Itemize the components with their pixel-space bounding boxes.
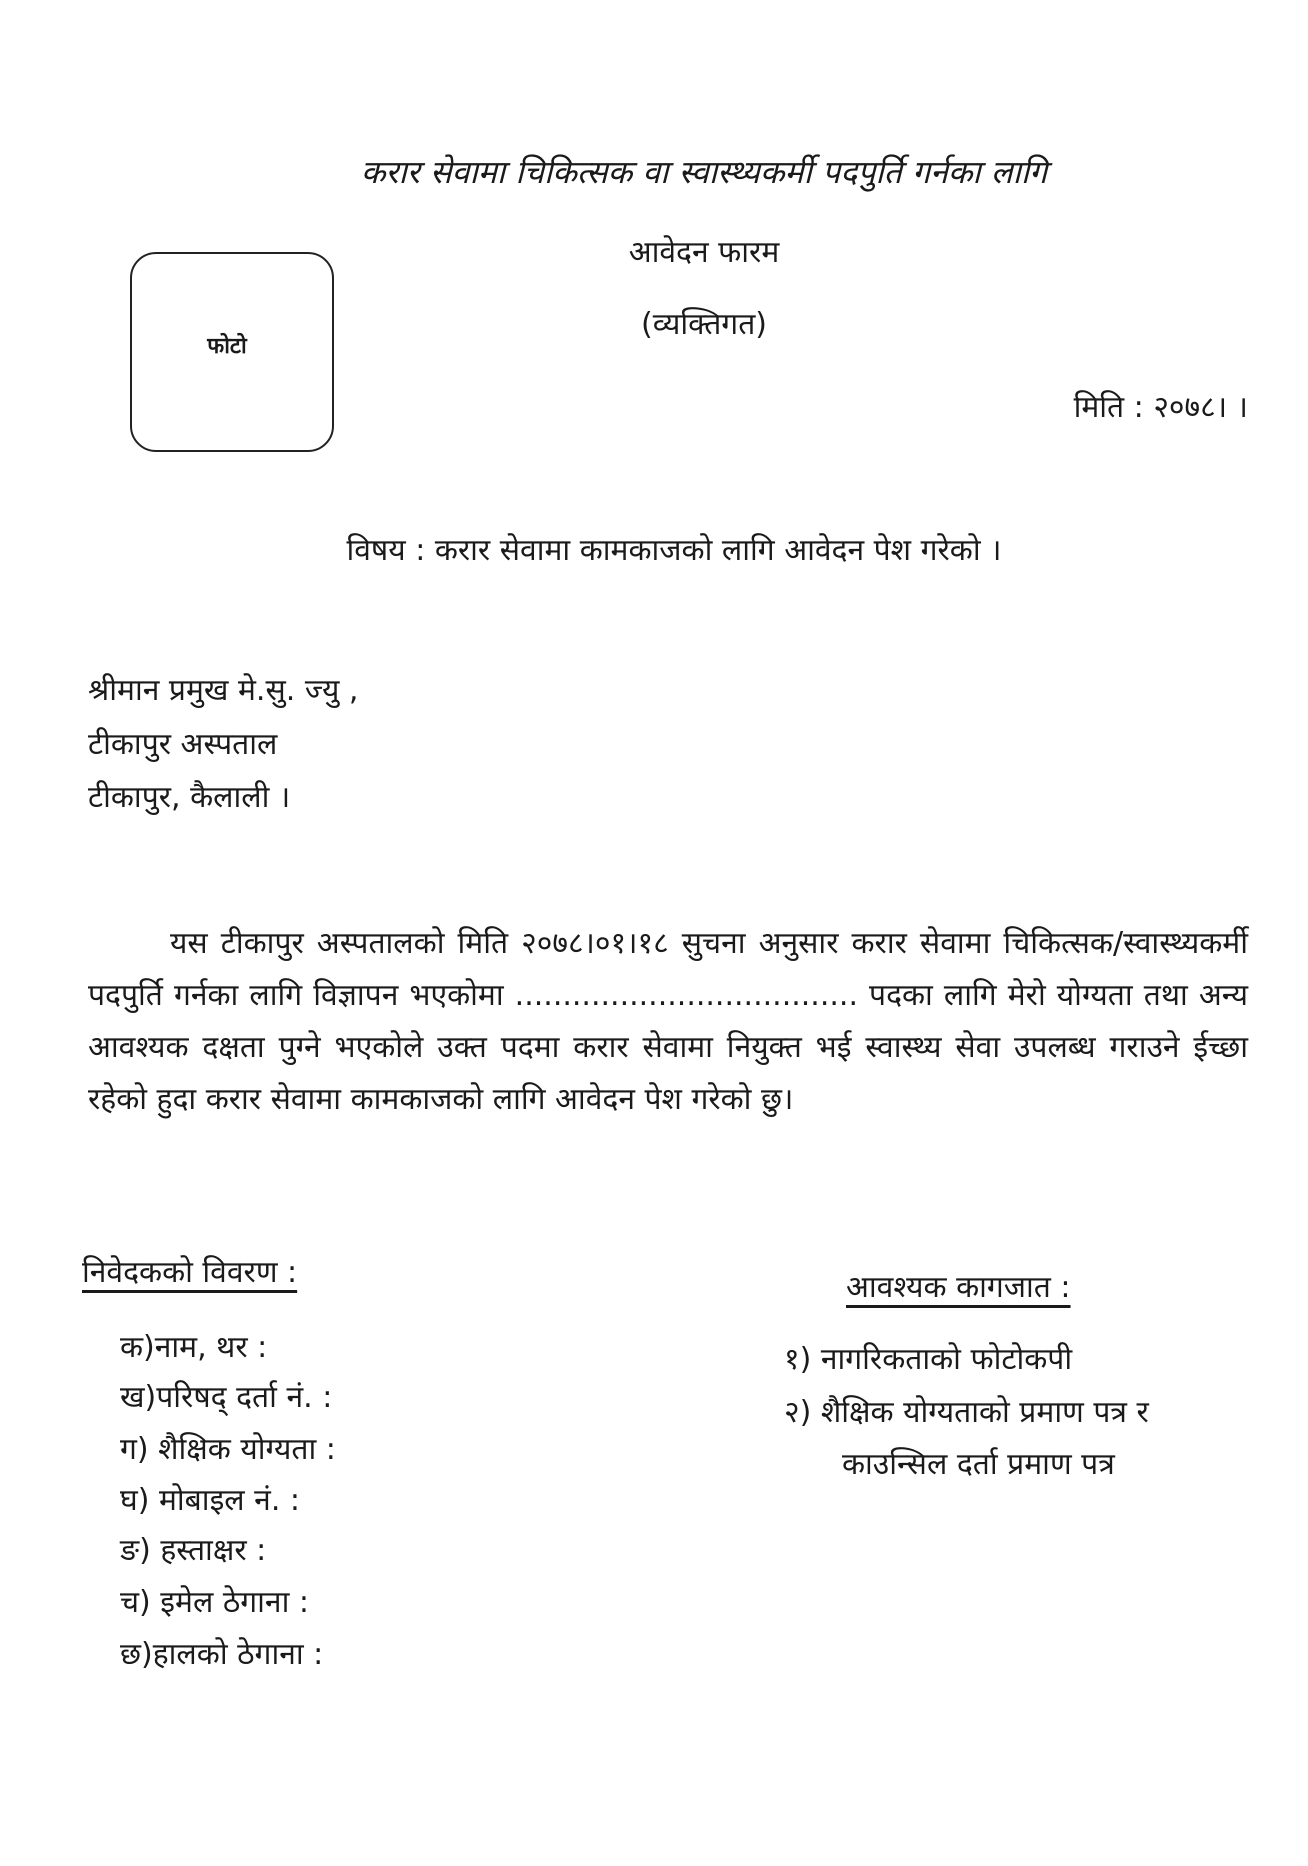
body-paragraph: यस टीकापुर अस्पतालको मिति २०७८।०१।१८ सुचना अनुसार करार सेवामा चिकित्सक/स्वास्थ्यकर्मी पदपुर्ति गर्नका लागि विज्ञापन भएकोमा .................................... पदका लागि मेरो योग्यता तथा अन्य आवश्यक दक्षता पुग्ने भएकोले उक्त पदमा करार सेवामा नियुक्त भई स्वास्थ्य सेवा उपलब्ध गराउने ईच्छा रहेको हुदा करार सेवामा कामकाजको लागि आवेदन पेश गरेको छु। <box>88 926 1248 1117</box>
subject-line: विषय : करार सेवामा कामकाजको लागि आवेदन पेश गरेको । <box>346 533 1002 568</box>
document-item-2: २) शैक्षिक योग्यताको प्रमाण पत्र र <box>784 1395 1149 1430</box>
form-heading: करार सेवामा चिकित्सक वा स्वास्थ्यकर्मी पदपुर्ति गर्नका लागि <box>360 153 1048 191</box>
form-subtitle: (व्यक्तिगत) <box>640 307 767 342</box>
document-item-1: १) नागरिकताको फोटोकपी <box>784 1342 1073 1377</box>
recipient-line-1: श्रीमान प्रमुख मे.सु. ज्यु , <box>88 673 359 708</box>
field-mobile: घ) मोबाइल नं. : <box>120 1483 301 1518</box>
applicant-details-heading: निवेदकको विवरण : <box>82 1255 298 1290</box>
field-education: ग) शैक्षिक योग्यता : <box>120 1432 336 1467</box>
field-name: क)नाम, थर : <box>120 1330 268 1365</box>
field-current-address: छ)हालको ठेगाना : <box>120 1637 324 1672</box>
photo-label: फोटो <box>207 334 247 359</box>
date-line: मिति : २०७८। । <box>1073 390 1248 425</box>
field-email: च) इमेल ठेगाना : <box>120 1585 309 1620</box>
recipient-line-3: टीकापुर, कैलाली । <box>88 780 291 815</box>
document-item-2-continued: काउन्सिल दर्ता प्रमाण पत्र <box>842 1447 1115 1482</box>
field-council-registration: ख)परिषद् दर्ता नं. : <box>120 1380 333 1415</box>
required-documents-heading: आवश्यक कागजात : <box>846 1270 1071 1305</box>
recipient-line-2: टीकापुर अस्पताल <box>88 727 278 762</box>
form-title: आवेदन फारम <box>628 235 780 270</box>
field-signature: ङ) हस्ताक्षर : <box>120 1533 267 1568</box>
photo-box <box>130 252 334 452</box>
